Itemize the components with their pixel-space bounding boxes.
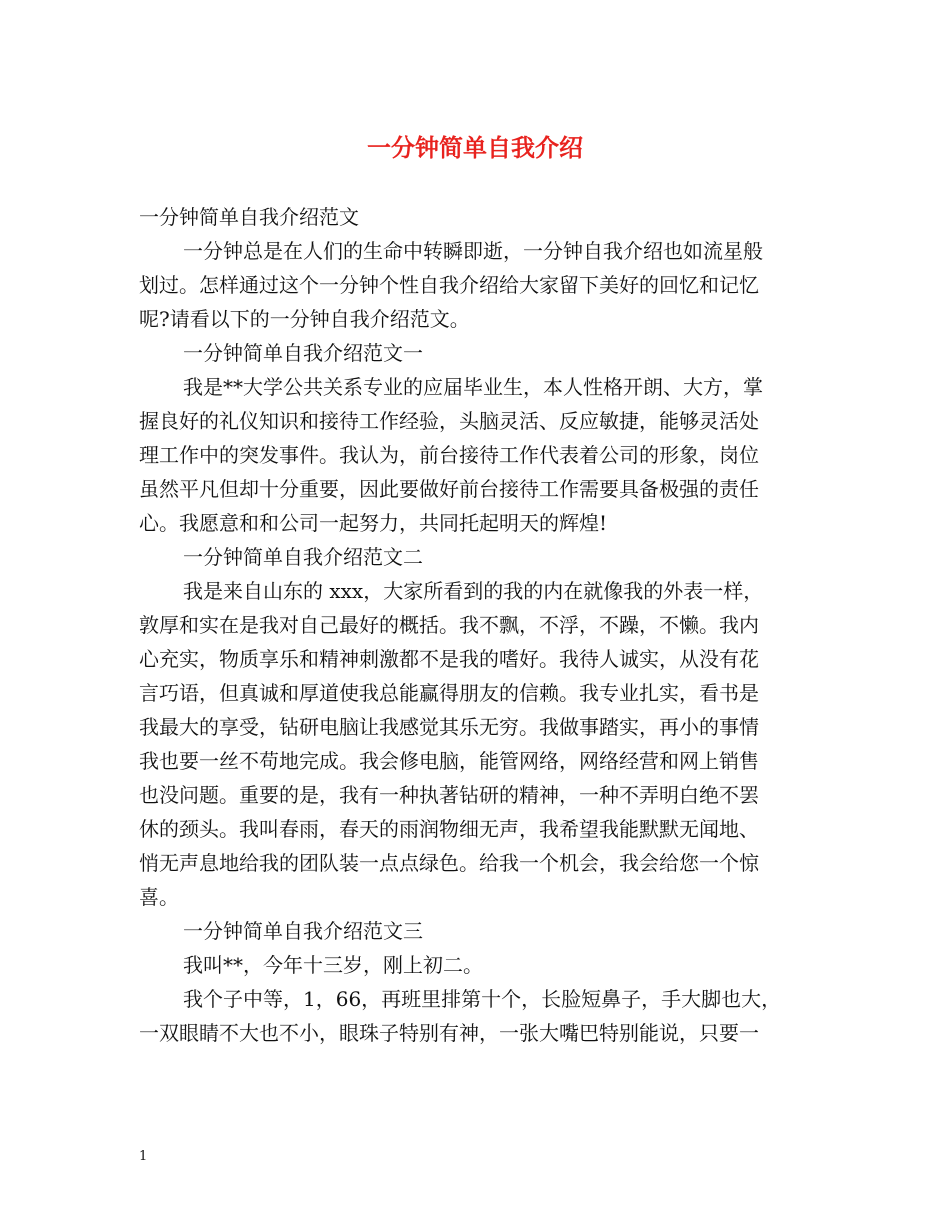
text-line: 敦厚和实在是我对自己最好的概括。我不飘，不浮，不躁，不懒。我内: [139, 613, 759, 637]
text-line: 我最大的享受，钻研电脑让我感觉其乐无穷。我做事踏实，再小的事情: [139, 715, 759, 739]
text-line: 喜。: [139, 885, 179, 909]
text-line: 心。我愿意和和公司一起努力，共同托起明天的辉煌!: [139, 511, 608, 535]
text-line: 我是**大学公共关系专业的应届毕业生，本人性格开朗、大方，掌: [183, 375, 763, 399]
text-line: 悄无声息地给我的团队装一点点绿色。给我一个机会，我会给您一个惊: [139, 851, 759, 875]
page-number: 1: [139, 1149, 148, 1164]
text-line: 我个子中等，1，66，再班里排第十个，长脸短鼻子，手大脚也大，: [183, 987, 782, 1011]
text-line: 我叫**，今年十三岁，刚上初二。: [183, 953, 483, 977]
text-line: 虽然平凡但却十分重要，因此要做好前台接待工作需要具备极强的责任: [139, 477, 759, 501]
text-line: 握良好的礼仪知识和接待工作经验，头脑灵活、反应敏捷，能够灵活处: [139, 409, 759, 433]
text-line: 一双眼睛不大也不小，眼珠子特别有神，一张大嘴巴特别能说，只要一: [139, 1021, 759, 1045]
text-line: 一分钟简单自我介绍范文: [139, 205, 359, 229]
text-line: 休的颈头。我叫春雨，春天的雨润物细无声，我希望我能默默无闻地、: [139, 817, 759, 841]
document-body: [139, 200, 829, 1050]
document-title: 一分钟简单自我介绍: [367, 134, 583, 162]
text-line: 呢?请看以下的一分钟自我介绍范文。: [139, 307, 470, 331]
text-line: 心充实，物质享乐和精神刺激都不是我的嗜好。我待人诚实，从没有花: [139, 647, 759, 671]
text-line: 理工作中的突发事件。我认为，前台接待工作代表着公司的形象，岗位: [139, 443, 759, 467]
text-line: 一分钟总是在人们的生命中转瞬即逝，一分钟自我介绍也如流星般: [183, 239, 763, 263]
text-line: 一分钟简单自我介绍范文三: [183, 919, 423, 943]
text-line: 划过。怎样通过这个一分钟个性自我介绍给大家留下美好的回忆和记忆: [139, 273, 759, 297]
text-line: 我是来自山东的 xxx，大家所看到的我的内在就像我的外表一样，: [183, 579, 764, 603]
text-line: 我也要一丝不苟地完成。我会修电脑，能管网络，网络经营和网上销售: [139, 749, 759, 773]
text-line: 一分钟简单自我介绍范文二: [183, 545, 423, 569]
text-line: 也没问题。重要的是，我有一种执著钻研的精神，一种不弄明白绝不罢: [139, 783, 759, 807]
text-line: 一分钟简单自我介绍范文一: [183, 341, 423, 365]
text-line: 言巧语，但真诚和厚道使我总能赢得朋友的信赖。我专业扎实，看书是: [139, 681, 759, 705]
